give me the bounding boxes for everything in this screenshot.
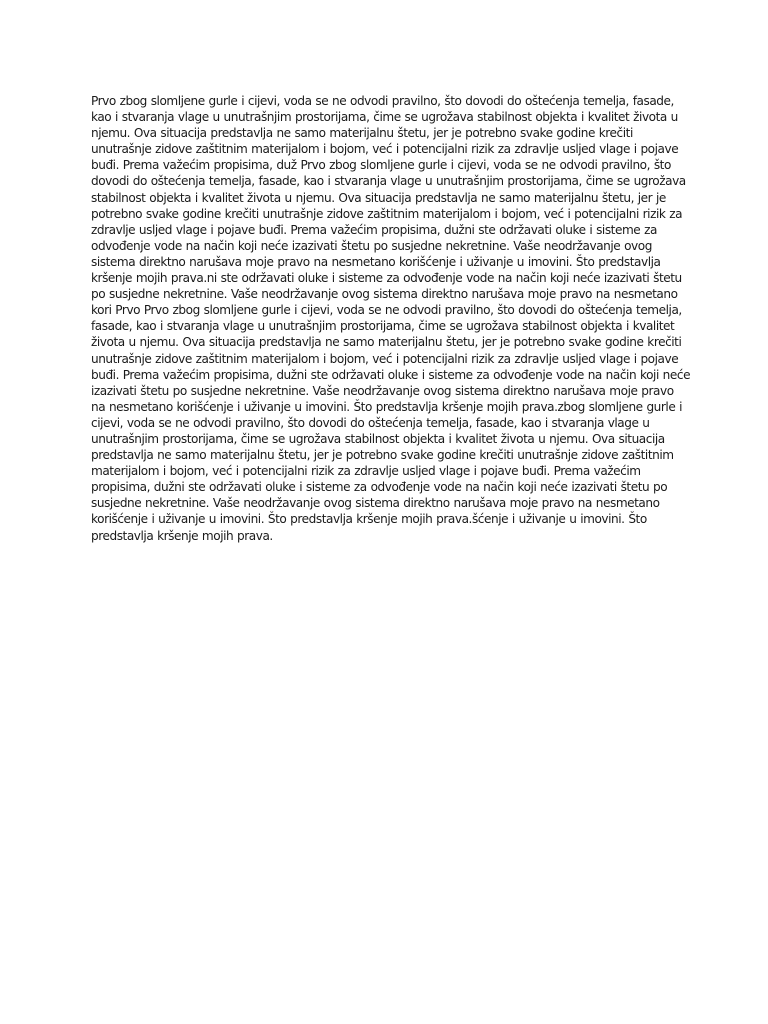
body-paragraph (91, 93, 691, 544)
text-line: cijevi, voda se ne odvodi pravilno, što dovodi do oštećenja temelja, fasade, kao i stvaranja vlage u (91, 415, 650, 430)
text-line: života u njemu. Ova situacija predstavlja ne samo materijalnu štetu, jer je potrebno svake godine krečiti (91, 335, 682, 350)
text-line: predstavlja kršenje mojih prava. (91, 528, 273, 543)
text-line: Prvo zbog slomljene gurle i cijevi, voda se ne odvodi pravilno, što dovodi do oštećenja temelja, fasade, (91, 94, 674, 108)
text-line: zdravlje usljed vlage i pojave buđi. Prema važećim propisima, dužni ste održavati oluke i sisteme za (91, 222, 657, 237)
text-line: kršenje mojih prava.ni ste održavati oluke i sisteme za odvođenje vode na način koji neće izazivati štetu (91, 271, 682, 286)
text-line: korišćenje i uživanje u imovini. Što predstavlja kršenje mojih prava.šćenje i uživanje u imovini. Što (91, 512, 647, 527)
text-line: po susjedne nekretnine. Vaše neodržavanje ovog sistema direktno narušava moje pravo na nesmetano (91, 287, 678, 302)
text-line: fasade, kao i stvaranja vlage u unutrašnjim prostorijama, čime se ugrožava stabilnost objekta i kvalitet (91, 319, 675, 334)
text-line: kori Prvo Prvo zbog slomljene gurle i cijevi, voda se ne odvodi pravilno, što dovodi do oštećenja temelja, (91, 303, 682, 318)
text-line: materijalom i bojom, već i potencijalni rizik za zdravlje usljed vlage i pojave buđi. Prema važećim (91, 464, 641, 479)
text-line: unutrašnje zidove zaštitnim materijalom i bojom, već i potencijalni rizik za zdravlje usljed vlage i pojave (91, 142, 679, 157)
text-line: kao i stvaranja vlage u unutrašnjim prostorijama, čime se ugrožava stabilnost objekta i kvalitet života u (91, 110, 678, 125)
text-line: predstavlja ne samo materijalnu štetu, jer je potrebno svake godine krečiti unutrašnje zidove zaštitnim (91, 448, 674, 463)
text-line: sistema direktno narušava moje pravo na nesmetano korišćenje i uživanje u imovini. Što predstavlja (91, 254, 661, 269)
text-line: buđi. Prema važećim propisima, duž Prvo zbog slomljene gurle i cijevi, voda se ne odvodi pravilno, što (91, 158, 671, 173)
text-line: izazivati štetu po susjedne nekretnine. Vaše neodržavanje ovog sistema direktno narušava moje pravo (91, 383, 674, 398)
text-line: propisima, dužni ste održavati oluke i sisteme za odvođenje vode na način koji neće izazivati štetu po (91, 480, 668, 495)
text-line: odvođenje vode na način koji neće izazivati štetu po susjedne nekretnine. Vaše neodržavanje ovog (91, 238, 652, 253)
text-line: unutrašnje zidove zaštitnim materijalom i bojom, već i potencijalni rizik za zdravlje usljed vlage i pojave (91, 351, 679, 366)
text-line: potrebno svake godine krečiti unutrašnje zidove zaštitnim materijalom i bojom, već i potencijalni rizik za (91, 206, 683, 221)
text-line: unutrašnjim prostorijama, čime se ugrožava stabilnost objekta i kvalitet života u njemu. Ova situacija (91, 431, 665, 446)
text-line: stabilnost objekta i kvalitet života u njemu. Ova situacija predstavlja ne samo materijalnu štetu, jer je (91, 190, 666, 205)
text-line: buđi. Prema važećim propisima, dužni ste održavati oluke i sisteme za odvođenje vode na način koji neće (91, 367, 691, 382)
text-line: njemu. Ova situacija predstavlja ne samo materijalnu štetu, jer je potrebno svake godine krečiti (91, 126, 633, 141)
text-line: dovodi do oštećenja temelja, fasade, kao i stvaranja vlage u unutrašnjim prostorijama, čime se ugrožava (91, 174, 686, 189)
text-line: susjedne nekretnine. Vaše neodržavanje ovog sistema direktno narušava moje pravo na nesmetano (91, 496, 660, 511)
text-line: na nesmetano korišćenje i uživanje u imovini. Što predstavlja kršenje mojih prava.zbog slomljene gurle i (91, 399, 683, 414)
